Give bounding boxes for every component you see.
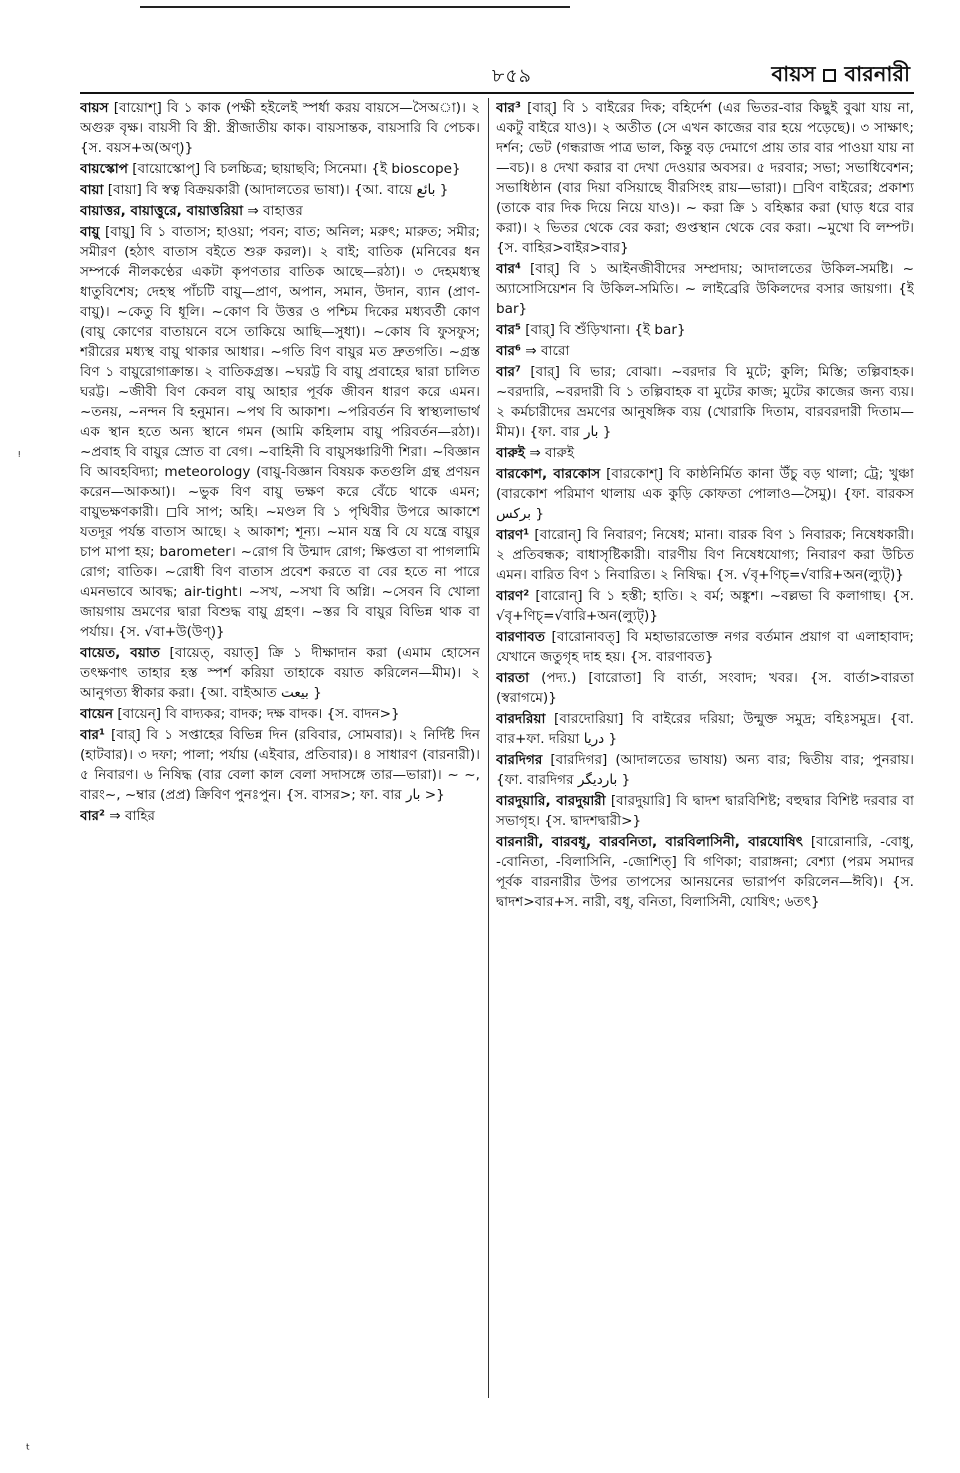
entry-definition: [বারোন্] বি ১ হস্তী; হাতি। ২ বর্ম; অঙ্কুশ। ~বল্লভা বি কলাগাছ। {স. √বৃ+ণিচ্=√বারি+অন(ল্যুট্)} [496, 588, 914, 624]
entry-definition: [বারদুয়ারি] বি দ্বাদশ দ্বারবিশিষ্ট; বহুদ্বার বিশিষ্ট দরবার বা সভাগৃহ। {স. দ্বাদশদ্বারী>} [496, 793, 914, 829]
headword: বারণ² [496, 588, 530, 604]
entry-definition: [বার্] বি ১ সপ্তাহের বিভিন্ন দিন (রবিবার, সোমবার)। ২ নির্দিষ্ট দিন (হাটবার)। ৩ দফা; পালা; পর্যায় (এইবার, প্রতিবার)। ৪ সাধারণ (বারনারী)। ৫ নিবারণ। ৬ নিষিদ্ধ (বার বেলা কাল বেলা সদাসঙ্গে তার—ভারা)। ~ ~, বারং~, ~ম্বার (প্রপ্র) ক্রিবিণ পুনঃপুন। {স. বাসর>; ফা. বার بار >} [80, 727, 480, 803]
dictionary-entry [496, 750, 914, 790]
right-column [496, 98, 914, 1410]
headword: বারনারী, বারবধূ, বারবনিতা, বারবিলাসিনী, বারযোষিৎ [496, 834, 804, 850]
headword: বারণ¹ [496, 527, 530, 543]
headword: বারতা [496, 670, 530, 686]
headword: বারদিগর [496, 752, 543, 768]
entry-definition: [বায়োস্কোপ্] বি চলচ্চিত্র; ছায়াছবি; সিনেমা। {ই bioscope} [127, 161, 461, 177]
headword: বার⁴ [496, 261, 521, 277]
entry-definition: [বায়ু] বি ১ বাতাস; হাওয়া; পবন; বাত; অনিল; মরুৎ; মারুত; সমীর; সমীরণ (হঠাৎ বাতাস বইতে শুরু করল)। ২ বাই; বাতিক (মনিবের ধন সম্পর্কে নীলকণ্ঠের একটা কৃপণতার বাতিক আছে—রঠা)। ৩ দেহমধ্যস্থ ধাতুবিশেষ; দেহস্থ পাঁচটি বায়ু—প্রাণ, অপান, সমান, উদান, ব্যান (প্রাণ-বায়ু)। ~কেতু বি ধূলি। ~কোণ বি উত্তর ও পশ্চিম দিকের মধ্যবর্তী কোণ (বায়ু কোণের বাতায়নে বসে তাকিয়ে আছি—সুধা)। ~কোষ বি ফুসফুস; শরীরের মধ্যস্থ বায়ু থাকার আধার। ~গতি বিণ বায়ুর মত দ্রুতগতি। ~গ্রস্ত বিণ ১ বায়ুরোগাক্রান্ত। ২ বাতিকগ্রস্ত। ~ঘরট্ট বি বায়ু প্রবাহের দ্বারা চালিত ঘরট্ট। ~জীবী বিণ কেবল বায়ু আহার পূর্বক জীবন ধারণ করে এমন। ~তনয়, ~নন্দন বি হনুমান। ~পথ বি আকাশ। ~পরিবর্তন বি স্বাস্থ্যলাভার্থ এক স্থান হতে অন্য স্থানে গমন (আমি কহিলাম বায়ু পরিবর্তন—রঠা)। ~প্রবাহ বি বায়ুর স্রোত বা বেগ। ~বাহিনী বি বায়ুসঞ্চারিণী শিরা। ~বিজ্ঞান বি আবহবিদ্যা; meteorology (বায়ু-বিজ্ঞান বিষয়ক কতগুলি গ্রন্থ প্রণয়ন করেন—আকআ)। ~ভুক বিণ বায়ু ভক্ষণ করে বেঁচে থাকে এমন; বায়ুভক্ষণকারী। ◻বি সাপ; অহি। ~মণ্ডল বি ১ পৃথিবীর উপরে আকাশে যতদূর পর্যন্ত বাতাস আছে। ২ আকাশ; শূন্য। ~মান যন্ত্র বি যে যন্ত্রে বায়ুর চাপ মাপা হয়; barometer। ~রোগ বি উন্মাদ রোগ; ক্ষিপ্ততা বা পাগলামি রোগ; বাতিক। ~রোধী বিণ বাতাস প্রবেশ করতে বা বের হতে না পারে এমনভাবে আবদ্ধ; air-tight। ~সখ, ~সখা বি অগ্নি। ~সেবন বি খোলা জায়গায় ভ্রমণের দ্বারা বিশুদ্ধ বায়ু গ্রহণ। ~স্তর বি বায়ুর বিভিন্ন থাক বা পর্যায়। {স. √বা+উ(উণ্)} [80, 224, 480, 640]
entry-definition: [বার্] বি ১ বাইরের দিক; বহির্দেশ (এর ভিতর-বার কিছুই বুঝা যায় না, একটু বাইরে যাও)। ২ অতীত (সে এখন কাজের বার হয়ে পড়েছে)। ৩ সাক্ষাৎ; দর্শন; ভেট (গন্ধরাজ পাত্র ভাল, কিন্তু বড় দেমাগে প্রায় তার বার পাওয়া যায় না—বচ)। ৪ দেখা করার বা দেখা দেওয়ার অবসর। ৫ দরবার; সভা; সভাধিবেশন; সভাধিষ্ঠান (বার দিয়া বসিয়াছে বীরসিংহ রায়—ভারা)। ◻বিণ বাইরের; প্রকাশ্য (তাকে বার দিক দিয়ে নিয়ে যাও)। ~ করা ক্রি ১ বহিষ্কার করা (ঘাড় ধরে বার করা)। ২ ভিতর থেকে বের করা; গুপ্তস্থান থেকে বের করা। ~মুখো বি লম্পট। {স. বাহির>বাইর>বার} [496, 100, 914, 256]
dictionary-entry [496, 832, 914, 912]
headword: বার³ [496, 100, 521, 116]
entry-definition: [বায়োশ্] বি ১ কাক (পক্ষী হইলেই স্পর্ধা করয় বায়সে—সৈঅা)। ২ অগুরু বৃক্ষ। বায়সী বি স্ত্রী. স্ত্রীজাতীয় কাক। বায়সান্তক, বায়সারি বি পেচক। {স. বয়স+অ(অণ্)} [80, 100, 480, 156]
entry-definition: ⇒ বারো [520, 343, 570, 359]
entry-definition: [বার্] বি ভার; বোঝা। ~বরদার বি মুটে; কুলি; মিস্তি; তল্পিবাহক। ~বরদারি, ~বরদারী বি ১ তল্পিবাহক বা মুটের কাজ; মুটের কাজের জন্য ব্যয়। ২ কর্মচারীদের ভ্রমণের আনুষঙ্গিক ব্যয় (খোরাকি দিতাম, বারবরদারী দিতাম—মীম)। {ফা. বার بار } [496, 364, 914, 440]
dictionary-entry [80, 806, 480, 826]
headword: বারণাবত [496, 629, 545, 645]
entry-definition: [বারদোরিয়া] বি বাইরের দরিয়া; উন্মুক্ত সমুদ্র; বহিঃসমুদ্র। {বা. বার+ফা. দরিয়া دريا } [496, 711, 914, 747]
headword: বার⁵ [496, 322, 521, 338]
headword: বায়ু [80, 224, 100, 240]
dictionary-entry [496, 362, 914, 442]
dictionary-entry [496, 98, 914, 258]
dictionary-entry [496, 709, 914, 749]
entry-definition: ⇒ বারুই [525, 445, 575, 461]
margin-mark: ᵎ [18, 448, 21, 464]
headword: বায়স [80, 100, 109, 116]
running-head [771, 58, 910, 93]
margin-mark: ᵗ [26, 1442, 31, 1458]
headword: বার² [80, 808, 105, 824]
dictionary-entry [496, 320, 914, 340]
dictionary-entry [80, 643, 480, 703]
headword: বার⁶ [496, 343, 521, 359]
square-box-icon [823, 69, 836, 82]
dictionary-entry [496, 259, 914, 319]
dictionary-entry [80, 98, 480, 158]
dictionary-entry [496, 668, 914, 708]
entry-definition: [বারকোশ্] বি কাষ্ঠনির্মিত কানা উঁচু বড় থালা; ট্রে; খুঞ্চা (বারকোশ পরিমাণ থালায় এক কুড়ি কোফতা পোলাও—সৈমু)। {ফা. বারকস بركس } [496, 466, 914, 522]
entry-definition: ⇒ বাহির [104, 808, 156, 824]
page-header [80, 52, 914, 94]
entry-definition: [বারোনাবত্] বি মহাভারতোক্ত নগর বর্তমান প্রয়াগ বা এলাহাবাদ; যেখানে জতুগৃহ দাহ হয়। {স. বারণাবত} [496, 629, 914, 665]
first-guide-word: বায়স [771, 62, 816, 86]
headword: বারদরিয়া [496, 711, 546, 727]
dictionary-entry [496, 525, 914, 585]
page-top-rule [140, 6, 570, 8]
headword: বায়া [80, 182, 104, 198]
headword: বারদুয়ারি, বারদুয়ারী [496, 793, 606, 809]
page-number: ৮৫৯ [492, 65, 532, 87]
last-guide-word: বারনারী [844, 62, 910, 86]
left-column [80, 98, 480, 1410]
dictionary-entry [80, 704, 480, 724]
entry-definition: (পদ্য.) [বারোতা] বি বার্তা, সংবাদ; খবর। {স. বার্তা>বারতা (স্বরাগমে)} [496, 670, 914, 706]
headword: বারুই [496, 445, 526, 461]
dictionary-entry [80, 725, 480, 805]
headword: বায়াত্তর, বায়াত্তুরে, বায়াত্তরিয়া [80, 203, 244, 219]
dictionary-entry [80, 180, 480, 200]
headword: বার¹ [80, 727, 105, 743]
entry-definition: [বায়েত্, বয়াত্] ক্রি ১ দীক্ষাদান করা (এমাম হোসেন তৎক্ষণাৎ তাহার হস্ত স্পর্শ করিয়া তাহাকে বয়াত করিলেন—মীম)। ২ আনুগত্য স্বীকার করা। {আ. বাইআত بيعت } [80, 645, 480, 701]
entry-definition: [বার্] বি ১ আইনজীবীদের সম্প্রদায়; আদালতের উকিল-সমষ্টি। ~ অ্যাসোসিয়েশন বি উকিল-সমিতি। ~ লাইব্রেরি উকিলদের বসার জায়গা। {ই bar} [496, 261, 914, 317]
entry-definition: [বারোন্] বি নিবারণ; নিষেধ; মানা। বারক বিণ ১ নিবারক; নিষেধকারী। ২ প্রতিবন্ধক; বাধাসৃষ্টিকারী। বারণীয় বিণ নিষেধযোগ্য; নিবারণ করা উচিত এমন। বারিত বিণ ১ নিবারিত। ২ নিষিদ্ধ। {স. √বৃ+ণিচ্=√বারি+অন(ল্যুট্)} [496, 527, 914, 583]
headword: বায়স্কোপ [80, 161, 128, 177]
dictionary-entry [80, 201, 480, 221]
dictionary-entry [496, 443, 914, 463]
dictionary-entry [496, 464, 914, 524]
entry-definition: [বার্] বি শুঁড়িখানা। {ই bar} [520, 322, 686, 338]
headword: বায়েন [80, 706, 114, 722]
entry-definition: [বারোনারি, -বোধু, -বোনিতা, -বিলাসিনি, -জোশিত্] বি গণিকা; বারাঙ্গনা; বেশ্যা (পরম সমাদর পূর্বক বারনারীর উপর তাপসের আনয়নের ভারার্পণ করিলেন—ঈবি)। {স. দ্বাদশ>বার+স. নারী, বধূ, বনিতা, বিলাসিনী, যোষিৎ; ৬তৎ} [496, 834, 914, 910]
column-divider [488, 98, 489, 1398]
entry-definition: [বায়েন্] বি বাদ্যকর; বাদক; দক্ষ বাদক। {স. বাদন>} [113, 706, 400, 722]
dictionary-entry [496, 586, 914, 626]
dictionary-entry [80, 222, 480, 642]
entry-definition: [বারদিগর] (আদালতের ভাষায়) অন্য বার; দ্বিতীয় বার; পুনরায়। {ফা. বারদিগর باردیگر } [496, 752, 914, 788]
entry-definition: [বায়া] বি স্বত্ব বিক্রয়কারী (আদালতের ভাষা)। {আ. বায়ে بائع } [103, 182, 449, 198]
headword: বারকোশ, বারকোস [496, 466, 601, 482]
entry-definition: ⇒ বাহাত্তর [243, 203, 303, 219]
headword: বার⁷ [496, 364, 521, 380]
dictionary-entry [496, 791, 914, 831]
dictionary-entry [496, 627, 914, 667]
dictionary-entry [80, 159, 480, 179]
dictionary-entry [496, 341, 914, 361]
headword: বায়েত, বয়াত [80, 645, 160, 661]
